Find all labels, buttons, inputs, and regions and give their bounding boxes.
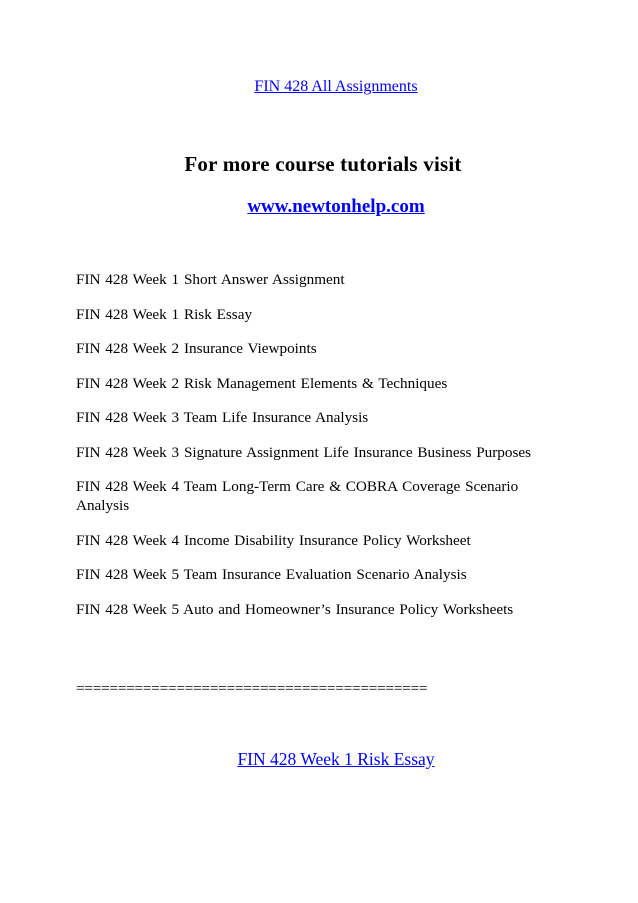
list-item: FIN 428 Week 2 Insurance Viewpoints [76,340,317,357]
all-assignments-link-row [0,78,638,96]
list-item: FIN 428 Week 5 Team Insurance Evaluation Scenario Analysis [76,566,467,583]
section-divider: ========================================== [76,680,428,697]
list-item: FIN 428 Week 4 Income Disability Insurance Policy Worksheet [76,531,471,549]
list-item: FIN 428 Week 1 Risk Essay [76,305,253,323]
list-item: FIN 428 Week 3 Team Life Insurance Analysis [76,409,369,426]
list-item: FIN 428 Week 5 Auto and Homeowner’s Insurance Policy Worksheets [76,600,514,618]
all-assignments-link[interactable]: FIN 428 All Assignments [254,78,418,95]
website-link-row [0,196,638,218]
list-item: FIN 428 Week 1 Short Answer Assignment [76,271,345,288]
list-item: FIN 428 Week 2 Risk Management Elements & Techniques [76,374,448,392]
list-item: FIN 428 Week 4 Team Long-Term Care & COBRA Coverage Scenario Analysis [76,478,519,514]
assignment-list [76,270,546,634]
risk-essay-link-row [0,749,638,770]
tutorials-heading: For more course tutorials visit [184,152,462,176]
website-link[interactable]: www.newtonhelp.com [247,196,425,217]
list-item: FIN 428 Week 3 Signature Assignment Life Insurance Business Purposes [76,443,532,461]
risk-essay-link[interactable]: FIN 428 Week 1 Risk Essay [237,749,435,769]
